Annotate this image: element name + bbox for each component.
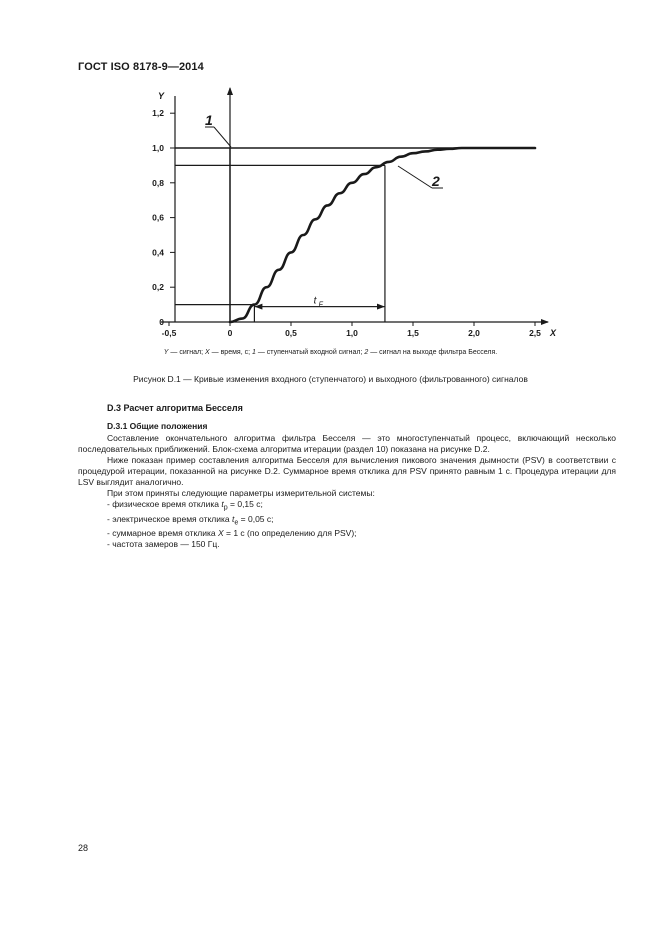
x-tick-label: 1,5 (407, 328, 419, 338)
tf-subscript: F (318, 301, 323, 309)
section-title: D.3 Расчет алгоритма Бесселя (107, 403, 243, 413)
label-1-leader (214, 127, 231, 147)
list-item: - суммарное время отклика X = 1 с (по определению для PSV); (107, 528, 357, 539)
x-tick-label: 2,5 (529, 328, 541, 338)
x-tick-label: 1,0 (346, 328, 358, 338)
legend-series1-text: — ступенчатый входной сигнал; (255, 349, 365, 356)
paragraph-3: При этом приняты следующие параметры измерительной системы: (107, 488, 375, 498)
figure-caption: Рисунок D.1 — Кривые изменения входного (ступенчатого) и выходного (фильтрованного) сигналов (133, 374, 528, 384)
chart-reference-lines (175, 165, 385, 322)
parameter-list (78, 499, 616, 550)
legend-x-text: — время, с; (209, 349, 252, 356)
tf-label: t (313, 295, 317, 307)
legend-x-symbol: X (205, 349, 210, 356)
y-tick-label: 0 (159, 317, 164, 327)
chart-series (175, 148, 535, 322)
legend-series2-symbol: 2 (364, 349, 369, 356)
chart-axes (161, 88, 548, 323)
x-tick-label: 2,0 (468, 328, 480, 338)
list-item: - частота замеров — 150 Гц. (107, 539, 220, 550)
series-1-label: 1 (205, 112, 213, 128)
y-tick-label: 1,2 (152, 108, 164, 119)
y-tick-label: 0,4 (152, 247, 164, 258)
chart-tick-labels (152, 108, 541, 338)
page-number: 28 (78, 843, 89, 853)
y-tick-label: 0,2 (152, 282, 164, 293)
paragraph-1: Составление окончательного алгоритма фильтра Бесселя — это многоступенчатый процесс, включающий несколько последовательных приближений. Блок-схема алгоритма итерации (раздел 10) показана на рисунке D.2. (78, 433, 616, 454)
series-bessel-curve (230, 148, 535, 322)
body-text (78, 433, 616, 550)
signal-response-chart (0, 0, 661, 345)
list-item: - электрическое время отклика $t_e = 0,05$ с; (107, 513, 274, 527)
y-axis-label: Y (158, 91, 165, 101)
x-tick-label: 0 (227, 328, 233, 338)
series-2-label: 2 (432, 173, 440, 189)
x-tick-label: 0,5 (285, 328, 297, 338)
legend-y-symbol: Y (163, 349, 169, 356)
chart-ticks (165, 113, 535, 326)
figure-legend (0, 349, 661, 356)
list-item: - физическое время отклика $t_p = 0,15$ с; (107, 499, 263, 512)
paragraph-2: Ниже показан пример составления алгоритма Бесселя для вычисления пикового значения дымности (PSV) в соответствии с процедурой итерации, показанной на рисунке D.2. Суммарное время отклика для PSV принято равным 1 с. Процедура итерации для LSV выглядит аналогично. (78, 455, 616, 487)
x-tick-label: -0,5 (161, 328, 177, 338)
legend-series2-text: — сигнал на выходе фильтра Бесселя. (368, 349, 498, 356)
label-2-leader (398, 166, 432, 188)
y-tick-label: 0,8 (152, 177, 164, 188)
x-axis-label: X (550, 328, 557, 338)
subsection-title: D.3.1 Общие положения (107, 421, 208, 431)
document-header: ГОСТ ISO 8178-9—2014 (78, 61, 204, 73)
chart-labels (158, 91, 557, 338)
legend-y-text: — сигнал; (168, 349, 206, 356)
y-tick-label: 0,6 (152, 212, 164, 223)
legend-series1-symbol: 1 (251, 349, 256, 356)
y-tick-label: 1,0 (152, 143, 164, 153)
